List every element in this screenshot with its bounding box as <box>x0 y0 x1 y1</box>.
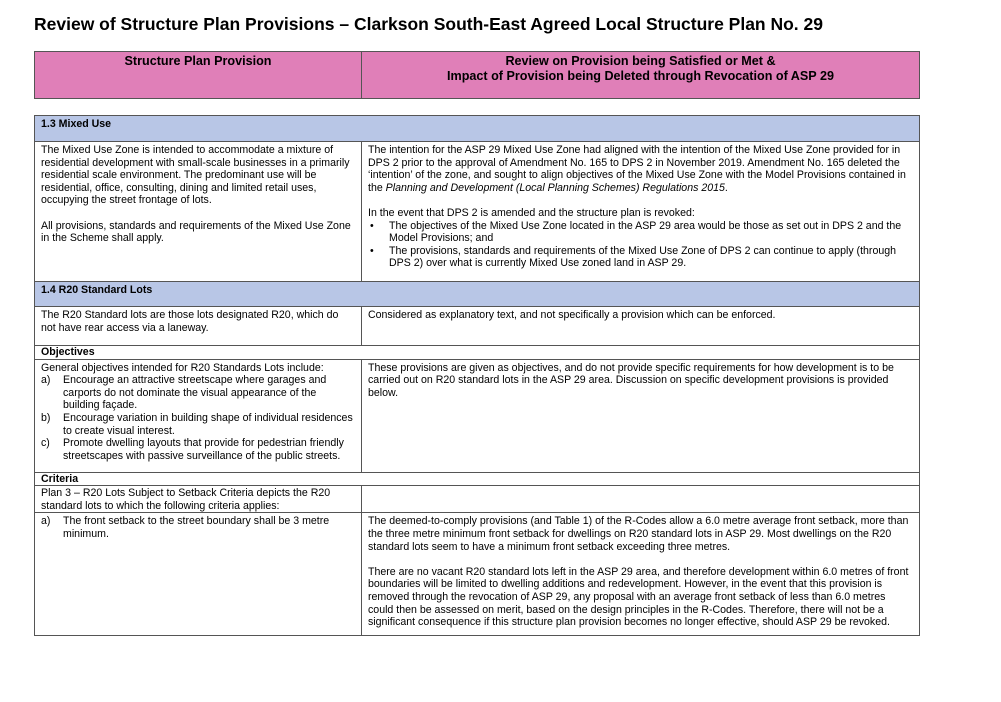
list-item: • The objectives of the Mixed Use Zone located in the ASP 29 area would be those as set out in DPS 2 and the Model Provisions; and <box>368 220 913 245</box>
review-text: The deemed-to-comply provisions (and Table 1) of the R-Codes allow a 6.0 metre average front setback, more than the three metre minimum front setback for dwellings on R20 standard lots in ASP 29. Most dwellings on the R20 standard lots seem to have a minimum front setback exceeding three metres. <box>368 515 909 553</box>
header-review-line2: Impact of Provision being Deleted through Revocation of ASP 29 <box>447 69 834 83</box>
review-cell <box>362 513 920 636</box>
list-item: c) Promote dwelling layouts that provide for pedestrian friendly streetscapes with passive surveillance of the public streets. <box>41 437 344 462</box>
review-cell: These provisions are given as objectives, and do not provide specific requirements for how development is to be carried out on R20 standard lots in the ASP 29 area. Discussion on specific development provisions is provided below. <box>362 359 920 472</box>
header-table <box>34 51 920 99</box>
bullet-list <box>368 220 913 270</box>
section-heading: 1.3 Mixed Use <box>35 116 920 142</box>
provision-cell: The R20 Standard lots are those lots designated R20, which do not have rear access via a laneway. <box>35 307 362 346</box>
provision-text: The Mixed Use Zone is intended to accommodate a mixture of residential development with small-scale businesses in a primarily residential scale environment. The predominant use will be residential, office, consulting, dining and limited retail uses, occupying the street frontage of lots. <box>41 144 350 207</box>
provision-text: All provisions, standards and requirements of the Mixed Use Zone in the Scheme shall apply. <box>41 219 351 245</box>
subheading-row <box>35 472 920 486</box>
section-row-r20 <box>35 282 920 307</box>
table-row <box>35 486 920 513</box>
objectives-intro: General objectives intended for R20 Standards Lots include: <box>41 361 324 374</box>
criteria-list <box>41 515 355 540</box>
page-title: Review of Structure Plan Provisions – Clarkson South-East Agreed Local Structure Plan No. 29 <box>34 14 823 34</box>
provision-cell <box>35 513 362 636</box>
subheading-row <box>35 346 920 360</box>
review-table <box>34 115 920 636</box>
header-review-line1: Review on Provision being Satisfied or Met & <box>505 54 776 68</box>
review-cell-empty <box>362 486 920 513</box>
review-text: There are no vacant R20 standard lots left in the ASP 29 area, and therefore development within 6.0 metres of front boundaries will be limited to dwelling additions and redevelopment. However, in the event that this provision is removed through the revocation of ASP 29, any proposal with an average front setback of less than 6.0 metres could then be assessed on merit, based on the design principles in the R-Codes. Therefore, there will not be a significant consequence if this structure plan provision becomes no longer effective, should ASP 29 be revoked. <box>368 565 909 629</box>
provision-cell: Plan 3 – R20 Lots Subject to Setback Criteria depicts the R20 standard lots to which the following criteria applies: <box>35 486 362 513</box>
section-heading: 1.4 R20 Standard Lots <box>35 282 920 307</box>
header-col-review <box>362 52 920 99</box>
header-col-provision: Structure Plan Provision <box>35 52 362 99</box>
list-item: a) The front setback to the street boundary shall be 3 metre minimum. <box>41 515 330 540</box>
objectives-list <box>41 374 355 462</box>
list-item: a) Encourage an attractive streetscape where garages and carports do not dominate the visual appearance of the building façade. <box>41 374 327 412</box>
list-item: b) Encourage variation in building shape of individual residences to create visual interest. <box>41 411 353 437</box>
list-item: • The provisions, standards and requirements of the Mixed Use Zone of DPS 2 can continue to apply (through DPS 2) over what is currently Mixed Use zoned land in ASP 29. <box>368 245 913 270</box>
provision-cell <box>35 359 362 472</box>
provision-cell <box>35 142 362 282</box>
table-row <box>35 513 920 636</box>
review-text: The intention for the ASP 29 Mixed Use Zone had aligned with the intention of the Mixed Use Zone provided for in DPS 2 prior to the approval of Amendment No. 165 to DPS 2 in November 2019. Amendment No. 165 deleted the ‘intention’ of the zone, and sought to align objectives of the Mixed Use Zone with the Model Provisions contained in the Planning and Development (Local Planning Schemes) Regulations 2015. <box>368 144 906 194</box>
review-cell: Considered as explanatory text, and not specifically a provision which can be enforced. <box>362 307 920 346</box>
table-row <box>35 359 920 472</box>
subheading-objectives: Objectives <box>35 346 920 360</box>
table-row <box>35 307 920 346</box>
review-text: In the event that DPS 2 is amended and the structure plan is revoked: <box>368 206 695 219</box>
table-row <box>35 142 920 282</box>
regulation-citation: Planning and Development (Local Planning Schemes) Regulations 2015 <box>385 181 725 194</box>
subheading-criteria: Criteria <box>35 472 920 486</box>
section-row-mixed-use <box>35 116 920 142</box>
review-cell <box>362 142 920 282</box>
